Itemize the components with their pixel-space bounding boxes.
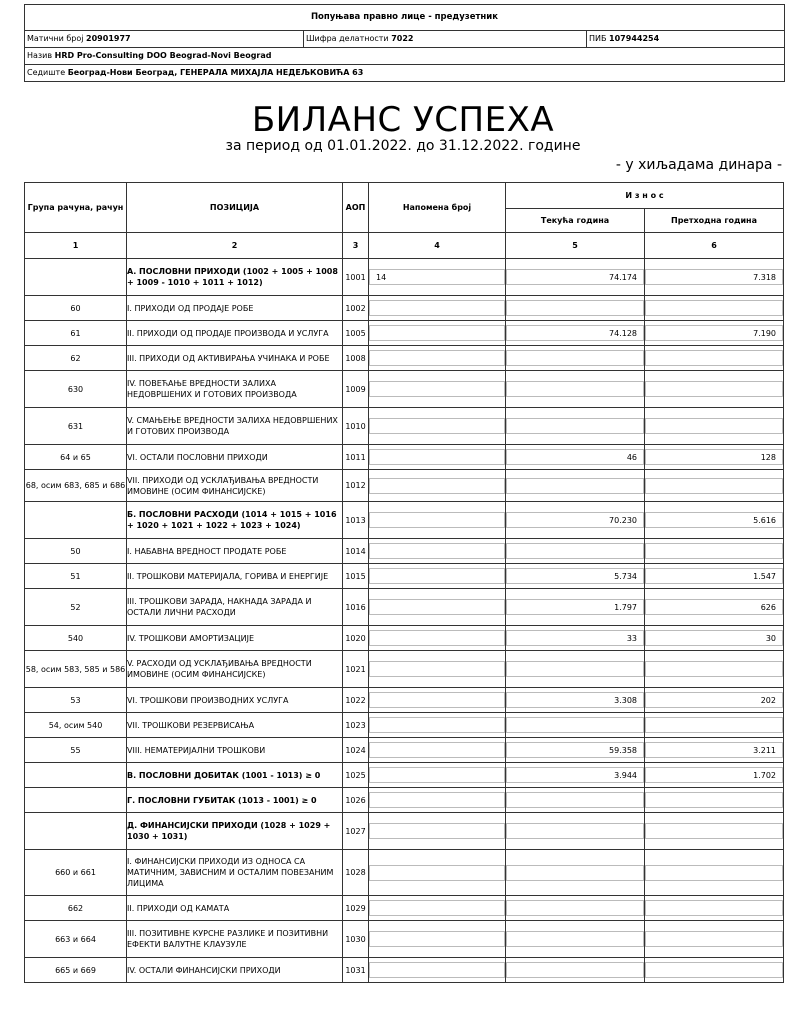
position-label: Д. ФИНАНСИЈСКИ ПРИХОДИ (1028 + 1029 + 1030 + 1031): [127, 813, 343, 850]
account-group: [25, 259, 127, 296]
note-input[interactable]: [369, 512, 505, 528]
table-row: [25, 539, 784, 564]
note-cell: [369, 371, 506, 408]
current-year-input[interactable]: [506, 931, 644, 947]
current-cell: [506, 539, 645, 564]
note-input[interactable]: [369, 300, 505, 316]
current-year-input[interactable]: [506, 478, 644, 494]
note-input[interactable]: [369, 418, 505, 434]
note-cell: [369, 502, 506, 539]
previous-year-input[interactable]: [645, 661, 783, 677]
previous-cell: [645, 564, 784, 589]
note-cell: [369, 539, 506, 564]
current-cell: [506, 896, 645, 921]
table-row: [25, 688, 784, 713]
current-year-input[interactable]: 70.230: [506, 512, 644, 528]
note-input[interactable]: [369, 717, 505, 733]
account-group: 540: [25, 626, 127, 651]
current-cell: [506, 346, 645, 371]
aop-code: 1028: [343, 850, 369, 896]
aop-code: 1009: [343, 371, 369, 408]
aop-code: 1030: [343, 921, 369, 958]
current-cell: [506, 259, 645, 296]
account-group: 630: [25, 371, 127, 408]
pib-field: ПИБ 107944254: [586, 31, 784, 47]
current-cell: [506, 763, 645, 788]
note-input[interactable]: [369, 692, 505, 708]
previous-cell: [645, 850, 784, 896]
previous-cell: [645, 502, 784, 539]
current-cell: [506, 850, 645, 896]
note-input[interactable]: 14: [369, 269, 505, 285]
position-label: V. СМАЊЕЊЕ ВРЕДНОСТИ ЗАЛИХА НЕДОВРШЕНИХ И ГОТОВИХ ПРОИЗВОДА: [127, 408, 343, 445]
col-header-group: Група рачуна, рачун: [25, 183, 127, 233]
previous-year-input[interactable]: [645, 962, 783, 978]
current-year-input[interactable]: 5.734: [506, 568, 644, 584]
previous-cell: [645, 296, 784, 321]
note-input[interactable]: [369, 449, 505, 465]
previous-year-input[interactable]: 626: [645, 599, 783, 615]
previous-cell: [645, 738, 784, 763]
account-group: 60: [25, 296, 127, 321]
previous-cell: [645, 589, 784, 626]
table-row: [25, 813, 784, 850]
previous-year-input[interactable]: [645, 350, 783, 366]
previous-cell: [645, 788, 784, 813]
current-cell: [506, 626, 645, 651]
previous-cell: [645, 896, 784, 921]
position-label: I. ФИНАНСИЈСКИ ПРИХОДИ ИЗ ОДНОСА СА МАТИЧНИМ, ЗАВИСНИМ И ОСТАЛИМ ПОВЕЗАНИМ ЛИЦИМА: [127, 850, 343, 896]
aop-code: 1024: [343, 738, 369, 763]
table-row: [25, 408, 784, 445]
header-box: [24, 4, 785, 82]
note-cell: [369, 445, 506, 470]
previous-year-input[interactable]: [645, 931, 783, 947]
current-cell: [506, 813, 645, 850]
account-group: 665 и 669: [25, 958, 127, 983]
current-year-input[interactable]: 33: [506, 630, 644, 646]
header-ids-row: [25, 30, 784, 47]
aop-code: 1012: [343, 470, 369, 502]
previous-cell: [645, 651, 784, 688]
current-year-input[interactable]: [506, 823, 644, 839]
previous-cell: [645, 371, 784, 408]
note-cell: [369, 259, 506, 296]
aop-code: 1016: [343, 589, 369, 626]
col-header-previous: Претходна година: [645, 209, 784, 233]
table-row: [25, 651, 784, 688]
current-year-input[interactable]: [506, 900, 644, 916]
aop-code: 1005: [343, 321, 369, 346]
note-input[interactable]: [369, 823, 505, 839]
note-input[interactable]: [369, 792, 505, 808]
current-year-input[interactable]: 59.358: [506, 742, 644, 758]
table-row: [25, 626, 784, 651]
note-cell: [369, 896, 506, 921]
period-subtitle: за период од 01.01.2022. до 31.12.2022. године: [225, 138, 581, 154]
previous-year-input[interactable]: [645, 543, 783, 559]
previous-cell: [645, 958, 784, 983]
current-cell: [506, 408, 645, 445]
col-number: 6: [645, 233, 784, 259]
aop-code: 1014: [343, 539, 369, 564]
note-cell: [369, 958, 506, 983]
note-cell: [369, 589, 506, 626]
current-year-input[interactable]: 74.128: [506, 325, 644, 341]
table-row: [25, 738, 784, 763]
aop-code: 1010: [343, 408, 369, 445]
col-number: 1: [25, 233, 127, 259]
aop-code: 1015: [343, 564, 369, 589]
position-label: V. РАСХОДИ ОД УСКЛАЂИВАЊА ВРЕДНОСТИ ИМОВИНЕ (ОСИМ ФИНАНСИЈСКЕ): [127, 651, 343, 688]
previous-cell: [645, 346, 784, 371]
previous-year-input[interactable]: 7.318: [645, 269, 783, 285]
position-label: III. ТРОШКОВИ ЗАРАДА, НАКНАДА ЗАРАДА И ОСТАЛИ ЛИЧНИ РАСХОДИ: [127, 589, 343, 626]
aop-code: 1022: [343, 688, 369, 713]
table-row: [25, 958, 784, 983]
table-row: [25, 850, 784, 896]
account-group: [25, 763, 127, 788]
previous-cell: [645, 921, 784, 958]
current-year-input[interactable]: [506, 300, 644, 316]
current-cell: [506, 921, 645, 958]
note-cell: [369, 850, 506, 896]
account-group: 58, осим 583, 585 и 586: [25, 651, 127, 688]
position-label: VI. ОСТАЛИ ПОСЛОВНИ ПРИХОДИ: [127, 445, 343, 470]
account-group: [25, 813, 127, 850]
note-cell: [369, 788, 506, 813]
current-year-input[interactable]: [506, 661, 644, 677]
note-cell: [369, 713, 506, 738]
table-row: [25, 713, 784, 738]
account-group: 660 и 661: [25, 850, 127, 896]
previous-year-input[interactable]: 1.702: [645, 767, 783, 783]
previous-year-input[interactable]: 30: [645, 630, 783, 646]
table-row: [25, 763, 784, 788]
note-input[interactable]: [369, 599, 505, 615]
units-note: - у хиљадама динара -: [615, 157, 782, 173]
table-row: [25, 564, 784, 589]
account-group: 631: [25, 408, 127, 445]
company-name-field: Назив HRD Pro-Consulting DOO Beograd-Novi Beograd: [25, 47, 784, 64]
filer-type: Попуњава правно лице - предузетник: [310, 12, 499, 22]
position-label: А. ПОСЛОВНИ ПРИХОДИ (1002 + 1005 + 1008 + 1009 - 1010 + 1011 + 1012): [127, 259, 343, 296]
account-group: 68, осим 683, 685 и 686: [25, 470, 127, 502]
note-cell: [369, 470, 506, 502]
aop-code: 1001: [343, 259, 369, 296]
table-row: [25, 470, 784, 502]
col-header-position: ПОЗИЦИЈА: [127, 183, 343, 233]
col-number: 2: [127, 233, 343, 259]
previous-year-input[interactable]: 5.616: [645, 512, 783, 528]
position-label: II. ПРИХОДИ ОД ПРОДАЈЕ ПРОИЗВОДА И УСЛУГА: [127, 321, 343, 346]
table-row: [25, 445, 784, 470]
note-input[interactable]: [369, 900, 505, 916]
previous-cell: [645, 626, 784, 651]
note-cell: [369, 408, 506, 445]
previous-year-input[interactable]: [645, 717, 783, 733]
aop-code: 1023: [343, 713, 369, 738]
note-input[interactable]: [369, 543, 505, 559]
position-label: II. ПРИХОДИ ОД КАМАТА: [127, 896, 343, 921]
table-row: [25, 502, 784, 539]
previous-year-input[interactable]: [645, 418, 783, 434]
note-cell: [369, 651, 506, 688]
note-input[interactable]: [369, 325, 505, 341]
current-year-input[interactable]: 74.174: [506, 269, 644, 285]
previous-year-input[interactable]: [645, 900, 783, 916]
note-input[interactable]: [369, 742, 505, 758]
account-group: 54, осим 540: [25, 713, 127, 738]
current-year-input[interactable]: 3.944: [506, 767, 644, 783]
current-cell: [506, 470, 645, 502]
position-label: IV. ОСТАЛИ ФИНАНСИЈСКИ ПРИХОДИ: [127, 958, 343, 983]
aop-code: 1020: [343, 626, 369, 651]
previous-cell: [645, 713, 784, 738]
current-cell: [506, 371, 645, 408]
position-label: I. ПРИХОДИ ОД ПРОДАЈЕ РОБЕ: [127, 296, 343, 321]
previous-cell: [645, 445, 784, 470]
current-year-input[interactable]: [506, 962, 644, 978]
note-input[interactable]: [369, 962, 505, 978]
col-header-current: Текућа година: [506, 209, 645, 233]
account-group: 51: [25, 564, 127, 589]
current-year-input[interactable]: 46: [506, 449, 644, 465]
table-row: [25, 346, 784, 371]
aop-code: 1011: [343, 445, 369, 470]
aop-code: 1027: [343, 813, 369, 850]
aop-code: 1008: [343, 346, 369, 371]
note-input[interactable]: [369, 630, 505, 646]
current-cell: [506, 564, 645, 589]
position-label: IV. ПОВЕЋАЊЕ ВРЕДНОСТИ ЗАЛИХА НЕДОВРШЕНИХ И ГОТОВИХ ПРОИЗВОДА: [127, 371, 343, 408]
aop-code: 1026: [343, 788, 369, 813]
account-group: 61: [25, 321, 127, 346]
previous-cell: [645, 321, 784, 346]
account-group: 50: [25, 539, 127, 564]
current-year-input[interactable]: [506, 717, 644, 733]
page-title: БИЛАНС УСПЕХА: [251, 100, 555, 140]
note-cell: [369, 738, 506, 763]
account-group: 55: [25, 738, 127, 763]
aop-code: 1031: [343, 958, 369, 983]
note-cell: [369, 296, 506, 321]
table-row: [25, 321, 784, 346]
account-group: 663 и 664: [25, 921, 127, 958]
position-label: VIII. НЕМАТЕРИЈАЛНИ ТРОШКОВИ: [127, 738, 343, 763]
note-input[interactable]: [369, 661, 505, 677]
current-year-input[interactable]: 1.797: [506, 599, 644, 615]
previous-cell: [645, 539, 784, 564]
previous-year-input[interactable]: [645, 381, 783, 397]
position-label: II. ТРОШКОВИ МАТЕРИЈАЛА, ГОРИВА И ЕНЕРГИЈЕ: [127, 564, 343, 589]
position-label: В. ПОСЛОВНИ ДОБИТАК (1001 - 1013) ≥ 0: [127, 763, 343, 788]
position-label: Г. ПОСЛОВНИ ГУБИТАК (1013 - 1001) ≥ 0: [127, 788, 343, 813]
activity-code-field: Шифра делатности 7022: [303, 31, 586, 47]
current-cell: [506, 788, 645, 813]
position-label: Б. ПОСЛОВНИ РАСХОДИ (1014 + 1015 + 1016 + 1020 + 1021 + 1022 + 1023 + 1024): [127, 502, 343, 539]
position-label: IV. ТРОШКОВИ АМОРТИЗАЦИЈЕ: [127, 626, 343, 651]
account-group: 62: [25, 346, 127, 371]
current-year-input[interactable]: [506, 792, 644, 808]
position-label: VII. ТРОШКОВИ РЕЗЕРВИСАЊА: [127, 713, 343, 738]
note-input[interactable]: [369, 931, 505, 947]
note-cell: [369, 321, 506, 346]
previous-cell: [645, 813, 784, 850]
account-group: [25, 502, 127, 539]
previous-year-input[interactable]: [645, 865, 783, 881]
previous-year-input[interactable]: [645, 478, 783, 494]
previous-year-input[interactable]: 3.211: [645, 742, 783, 758]
col-header-amount: И з н о с: [506, 183, 784, 209]
current-cell: [506, 445, 645, 470]
position-label: III. ПОЗИТИВНЕ КУРСНЕ РАЗЛИКЕ И ПОЗИТИВНИ ЕФЕКТИ ВАЛУТНЕ КЛАУЗУЛЕ: [127, 921, 343, 958]
current-cell: [506, 688, 645, 713]
note-cell: [369, 564, 506, 589]
aop-code: 1013: [343, 502, 369, 539]
current-cell: [506, 502, 645, 539]
previous-cell: [645, 259, 784, 296]
income-statement-table: [24, 182, 784, 983]
note-input[interactable]: [369, 350, 505, 366]
aop-code: 1029: [343, 896, 369, 921]
current-year-input[interactable]: 3.308: [506, 692, 644, 708]
note-input[interactable]: [369, 478, 505, 494]
current-cell: [506, 713, 645, 738]
col-number: 4: [369, 233, 506, 259]
table-row: [25, 371, 784, 408]
table-row: [25, 921, 784, 958]
position-label: VII. ПРИХОДИ ОД УСКЛАЂИВАЊА ВРЕДНОСТИ ИМОВИНЕ (ОСИМ ФИНАНСИЈСКЕ): [127, 470, 343, 502]
account-group: 52: [25, 589, 127, 626]
current-cell: [506, 321, 645, 346]
current-year-input[interactable]: [506, 543, 644, 559]
col-number: 5: [506, 233, 645, 259]
previous-year-input[interactable]: 1.547: [645, 568, 783, 584]
note-input[interactable]: [369, 568, 505, 584]
note-cell: [369, 921, 506, 958]
current-cell: [506, 738, 645, 763]
note-input[interactable]: [369, 865, 505, 881]
position-label: I. НАБАВНА ВРЕДНОСТ ПРОДАТЕ РОБЕ: [127, 539, 343, 564]
account-group: 53: [25, 688, 127, 713]
current-year-input[interactable]: [506, 381, 644, 397]
reg-number-field: Матични број 20901977: [27, 34, 131, 43]
previous-cell: [645, 688, 784, 713]
previous-year-input[interactable]: [645, 792, 783, 808]
account-group: 662: [25, 896, 127, 921]
current-cell: [506, 958, 645, 983]
position-label: VI. ТРОШКОВИ ПРОИЗВОДНИХ УСЛУГА: [127, 688, 343, 713]
aop-code: 1025: [343, 763, 369, 788]
col-header-aop: АОП: [343, 183, 369, 233]
current-year-input[interactable]: [506, 350, 644, 366]
previous-cell: [645, 408, 784, 445]
note-input[interactable]: [369, 381, 505, 397]
note-cell: [369, 813, 506, 850]
account-group: 64 и 65: [25, 445, 127, 470]
table-row: [25, 259, 784, 296]
current-year-input[interactable]: [506, 865, 644, 881]
table-row: [25, 788, 784, 813]
current-cell: [506, 651, 645, 688]
col-header-note: Напомена број: [369, 183, 506, 233]
company-seat-field: Седиште Београд-Нови Београд, ГЕНЕРАЛА МИХАЈЛА НЕДЕЉКОВИЋА 63: [25, 64, 784, 81]
previous-year-input[interactable]: 128: [645, 449, 783, 465]
current-year-input[interactable]: [506, 418, 644, 434]
account-group: [25, 788, 127, 813]
note-cell: [369, 763, 506, 788]
position-label: III. ПРИХОДИ ОД АКТИВИРАЊА УЧИНАКА И РОБЕ: [127, 346, 343, 371]
previous-year-input[interactable]: [645, 823, 783, 839]
col-number: 3: [343, 233, 369, 259]
note-cell: [369, 688, 506, 713]
previous-year-input[interactable]: 202: [645, 692, 783, 708]
current-cell: [506, 296, 645, 321]
table-row: [25, 589, 784, 626]
previous-year-input[interactable]: 7.190: [645, 325, 783, 341]
aop-code: 1002: [343, 296, 369, 321]
table-row: [25, 296, 784, 321]
note-input[interactable]: [369, 767, 505, 783]
note-cell: [369, 346, 506, 371]
table-row: [25, 896, 784, 921]
current-cell: [506, 589, 645, 626]
previous-cell: [645, 763, 784, 788]
note-cell: [369, 626, 506, 651]
previous-year-input[interactable]: [645, 300, 783, 316]
aop-code: 1021: [343, 651, 369, 688]
previous-cell: [645, 470, 784, 502]
